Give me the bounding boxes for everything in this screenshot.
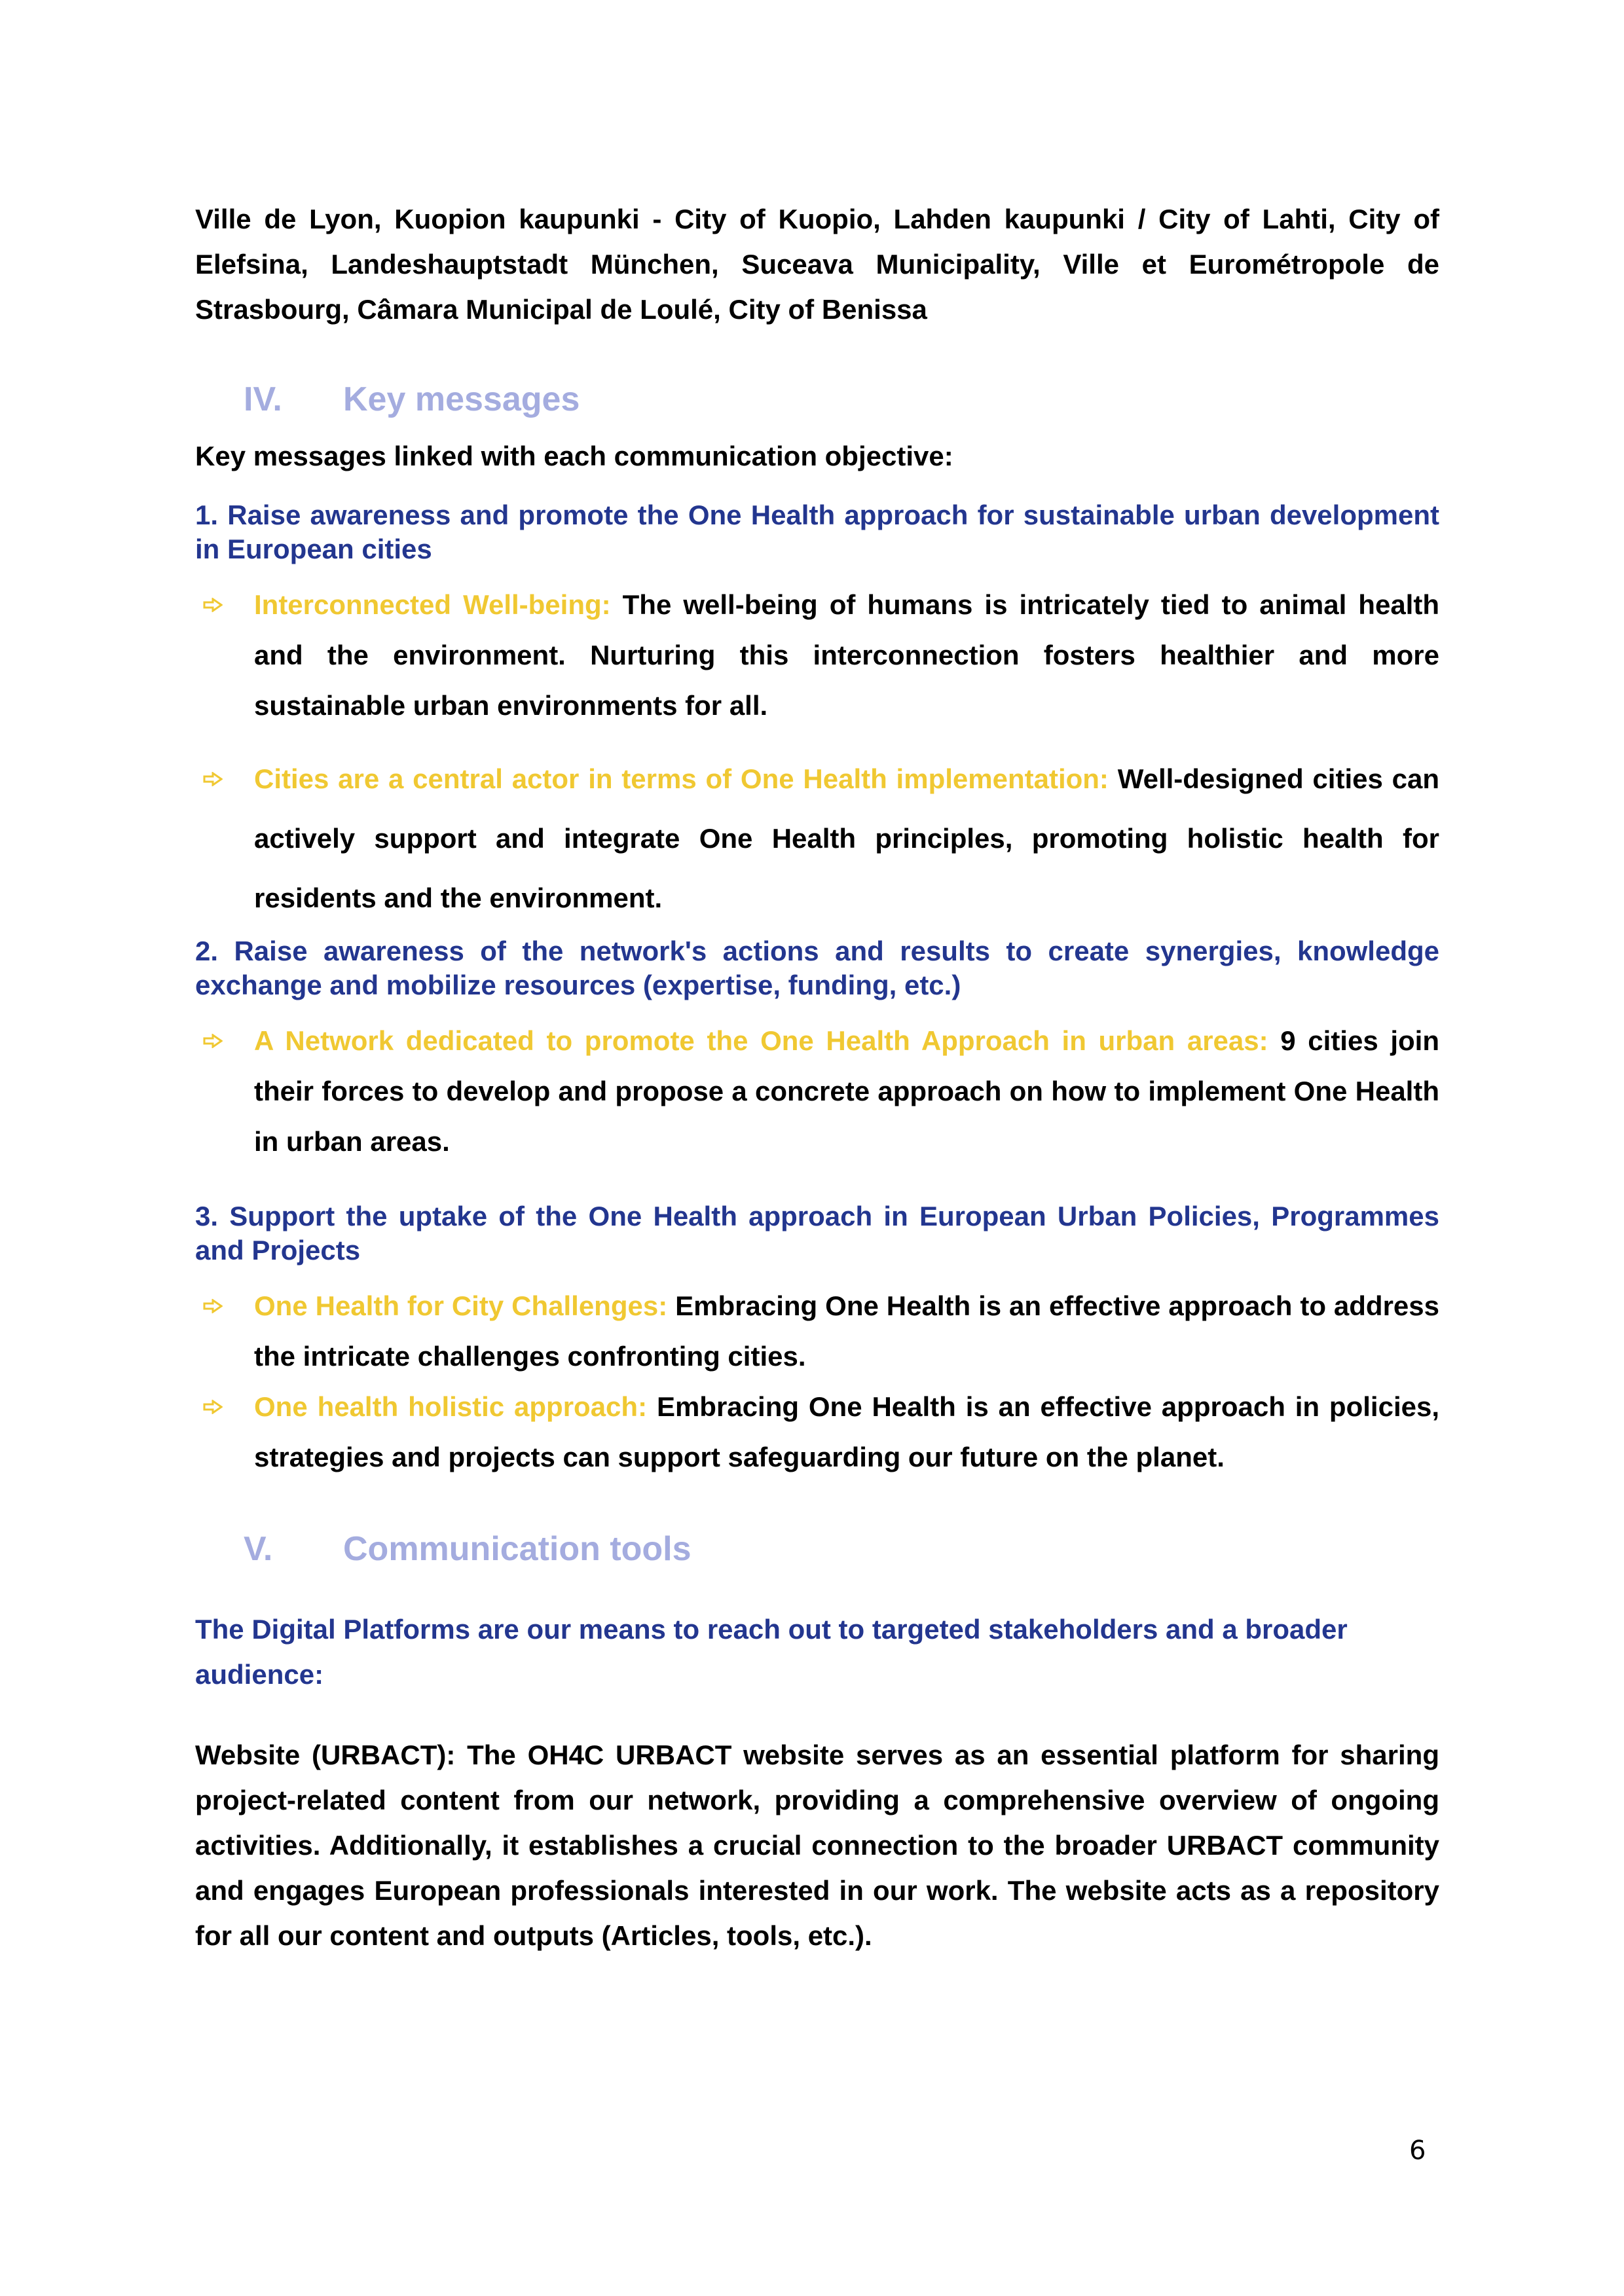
key-message-text: Embracing One Health is an effective approach to address the intricate challenges confronting cities. [254, 1290, 1440, 1372]
page-number: 6 [1409, 2136, 1426, 2166]
key-message-text: The well-being of humans is intricately tied to animal health and the environment. Nurturing this interconnection fosters healthier and more sustainable urban environments for all. [254, 589, 1439, 721]
objective-1-title: 1. Raise awareness and promote the One Health approach for sustainable urban development in European cities [195, 500, 1439, 564]
partner-cities-paragraph: Ville de Lyon, Kuopion kaupunki - City of Kuopio, Lahden kaupunki / City of Lahti, City of Elefsina, Landeshauptstadt München, Suceava Municipality, Ville et Eurométropole de Strasbourg, Câmara Municipal de Loulé, City of Benissa [195, 204, 1439, 325]
document-page [195, 196, 1439, 1958]
objective-2-title: 2. Raise awareness of the network's actions and results to create synergies, knowledge exchange and mobilize resources (expertise, funding, etc.) [195, 936, 1439, 1000]
key-message-label: A Network dedicated to promote the One Health Approach in urban areas: [254, 1025, 1268, 1056]
key-message-item [195, 1015, 1439, 1167]
digital-platforms-text: are our means to reach out to targeted stakeholders and a broader audience: [195, 1614, 1348, 1690]
key-message-item [195, 749, 1439, 928]
key-message-label: Interconnected Well-being: [254, 589, 611, 620]
key-message-text: 9 cities join their forces to develop and propose a concrete approach on how to implement One Health in urban areas. [254, 1025, 1439, 1157]
hollow-right-arrow-icon [203, 579, 225, 630]
website-label: Website (URBACT): [195, 1740, 456, 1770]
digital-platforms-intro [195, 1607, 1439, 1697]
section-heading-communication-tools [195, 1523, 1439, 1575]
section-number: V. [244, 1530, 273, 1568]
section-title: Communication tools [343, 1530, 692, 1568]
key-message-label: Cities are a central actor in terms of One Health implementation: [254, 763, 1109, 794]
hollow-right-arrow-icon [203, 1281, 225, 1331]
section-number: IV. [244, 380, 282, 418]
key-message-item [195, 579, 1439, 731]
website-paragraph [195, 1732, 1439, 1958]
key-message-item [195, 1381, 1439, 1482]
hollow-right-arrow-icon [203, 749, 225, 809]
section-title: Key messages [343, 380, 580, 418]
digital-platforms-label: The Digital Platforms [195, 1614, 471, 1645]
key-messages-lead: Key messages linked with each communication objective: [195, 441, 953, 471]
website-description: The OH4C URBACT website serves as an essential platform for sharing project-related content from our network, providing a comprehensive overview of ongoing activities. Additionally, it establishes a crucial connection to the broader URBACT community and engages European professionals interested in our work. The website acts as a repository for all our content and outputs (Articles, tools, etc.). [195, 1740, 1439, 1951]
key-message-item [195, 1281, 1439, 1381]
key-message-text: Well-designed cities can actively support and integrate One Health principles, promoting holistic health for residents and the environment. [254, 763, 1439, 913]
key-message-label: One Health for City Challenges: [254, 1290, 668, 1321]
key-message-text: Embracing One Health is an effective approach in policies, strategies and projects can support safeguarding our future on the planet. [254, 1391, 1439, 1472]
section-heading-key-messages [195, 373, 1439, 426]
hollow-right-arrow-icon [203, 1015, 225, 1066]
key-message-label: One health holistic approach: [254, 1391, 648, 1422]
hollow-right-arrow-icon [203, 1381, 225, 1432]
objective-3-title: 3. Support the uptake of the One Health approach in European Urban Policies, Programmes and Projects [195, 1201, 1439, 1266]
